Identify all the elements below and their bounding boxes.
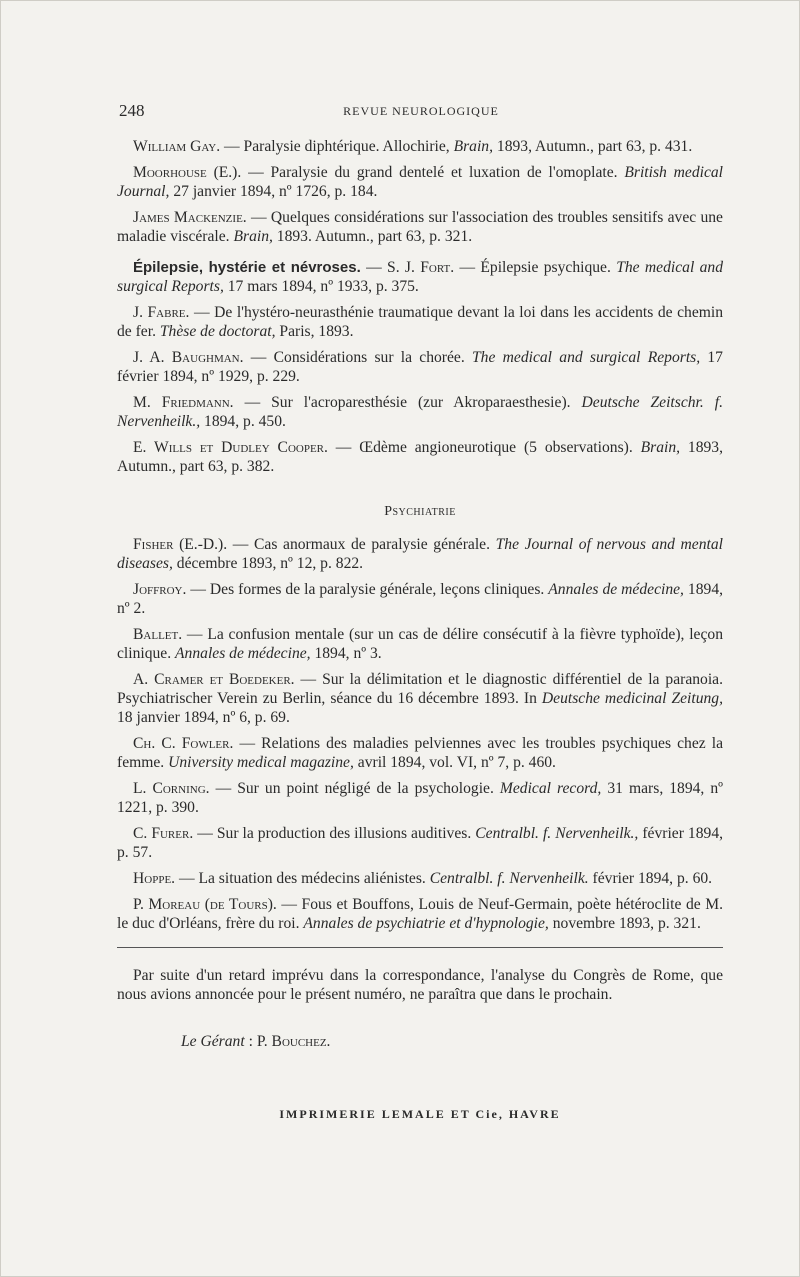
bibliography-entry	[117, 824, 723, 862]
entry-reference: 17 mars 1894, nº 1933, p. 375.	[223, 278, 419, 295]
entry-journal: Thèse de doctorat,	[159, 323, 276, 340]
entry-author: Hoppe.	[133, 870, 176, 887]
entry-author: William Gay.	[133, 138, 221, 155]
entry-author: S. J. Fort.	[387, 259, 455, 276]
entry-journal: Brain,	[453, 138, 493, 155]
bibliography-entry	[117, 535, 723, 573]
bibliography-entry	[117, 438, 723, 476]
entry-reference: février 1894, p. 57.	[117, 825, 724, 861]
gerant-signature	[181, 1032, 723, 1051]
printer-imprint: IMPRIMERIE LEMALE ET Cie, HAVRE	[279, 1107, 561, 1121]
entry-author: Ballet.	[133, 626, 183, 643]
entry-text: — La confusion mentale (sur un cas de délire consécutif à la fièvre typhoïde), leçon clinique.	[117, 626, 723, 662]
entry-reference: 1893, Autumn., part 63, p. 431.	[493, 138, 693, 155]
entry-text: — Cas anormaux de paralysie générale.	[227, 536, 496, 553]
gerant-separator: :	[244, 1033, 257, 1050]
entry-journal: Annales de médecine,	[548, 581, 684, 598]
entry-journal: Brain,	[640, 439, 681, 456]
section-epilepsy: Épilepsie, hystérie et névroses. — S. J. Fort. — Épilepsie psychique. The medical and surgical Reports, 17 mars 1894, nº 1933, p. 375.	[117, 259, 724, 295]
bibliography-entry	[117, 734, 723, 772]
gerant-label: Le Gérant	[181, 1033, 245, 1050]
entry-author: J. A. Baughman.	[133, 349, 244, 366]
editorial-notice: Par suite d'un retard imprévu dans la correspondance, l'analyse du Congrès de Rome, que nous avions annoncée pour le présent numéro, ne paraîtra que dans le prochain.	[117, 967, 723, 1003]
entry-author: P. Moreau (de Tours).	[133, 896, 277, 913]
entry-journal: Annales de médecine,	[175, 645, 311, 662]
section-title: Épilepsie, hystérie et névroses.	[133, 259, 361, 276]
entry-text: — Quelques considérations sur l'association des troubles sensitifs avec une maladie viscérale.	[117, 209, 723, 245]
running-title: REVUE NEUROLOGIQUE	[343, 104, 499, 118]
entry-text: — Sur la production des illusions auditives.	[193, 825, 476, 842]
entry-text: — Sur un point négligé de la psychologie.	[209, 780, 500, 797]
entry-reference: 1893, Autumn., part 63, p. 382.	[117, 439, 723, 475]
page-header	[119, 101, 723, 125]
entry-reference: 1894, nº 2.	[117, 581, 724, 617]
entry-text: — Œdème angioneurotique (5 observations).	[327, 439, 641, 456]
entry-journal: Deutsche Zeitschr. f. Nervenheilk.,	[117, 394, 723, 430]
entry-reference: 1894, p. 450.	[200, 413, 286, 430]
entry-reference: 31 mars, 1894, nº 1221, p. 390.	[117, 780, 724, 816]
entry-text: — Paralysie du grand dentelé et luxation de l'omoplate.	[241, 164, 625, 181]
entry-journal: Brain,	[233, 228, 273, 245]
entry-reference: novembre 1893, p. 321.	[548, 915, 701, 932]
entry-text: — Sur la délimitation et le diagnostic différentiel de la paranoia. Psychiatrischer Verein zu Berlin, séance du 16 décembre 1893. In	[117, 671, 723, 707]
entry-journal: University medical magazine,	[168, 754, 354, 771]
bibliography-entry	[117, 137, 723, 156]
entry-text: — Paralysie diphtérique. Allochirie,	[220, 138, 454, 155]
entry-author: Fisher (E.-D.).	[133, 536, 228, 553]
entry-reference: 1893. Autumn., part 63, p. 321.	[272, 228, 473, 245]
entry-reference: 18 janvier 1894, nº 6, p. 69.	[117, 709, 290, 726]
page-number: 248	[119, 101, 145, 120]
entry-reference: 27 janvier 1894, nº 1726, p. 184.	[169, 183, 378, 200]
divider-rule	[117, 947, 723, 948]
entry-text: — Sur l'acroparesthésie (zur Akroparaesthesie).	[233, 394, 582, 411]
bibliography-entry	[117, 303, 723, 341]
entry-author: Joffroy.	[133, 581, 187, 598]
entry-reference: Paris, 1893.	[275, 323, 354, 340]
bibliography-entry	[117, 779, 723, 817]
entry-text: — Épilepsie psychique.	[454, 259, 617, 276]
entry-journal: Centralbl. f. Nervenheilk.,	[475, 825, 639, 842]
entry-journal: The medical and surgical Reports,	[117, 259, 724, 295]
entry-author: M. Friedmann.	[133, 394, 234, 411]
entry-reference: 1894, nº 3.	[310, 645, 382, 662]
bibliography-entry	[117, 625, 723, 663]
bibliography-content	[117, 137, 723, 1124]
entry-author: J. Fabre.	[133, 304, 190, 321]
entry-text: — La situation des médecins aliénistes.	[175, 870, 430, 887]
entry-author: Ch. C. Fowler.	[133, 735, 234, 752]
entry-author: E. Wills et Dudley Cooper.	[133, 439, 328, 456]
entry-journal: Deutsche medicinal Zeitung,	[541, 690, 723, 707]
bibliography-entry	[117, 869, 723, 888]
entry-author: L. Corning.	[133, 780, 210, 797]
bibliography-entry	[117, 348, 723, 386]
entry-author: James Mackenzie.	[133, 209, 247, 226]
entry-author: A. Cramer et Boedeker.	[133, 671, 295, 688]
entry-text: — De l'hystéro-neurasthénie traumatique devant la loi dans les accidents de chemin de fer.	[117, 304, 723, 340]
bibliography-entry	[117, 580, 723, 618]
entry-journal: British medical Journal,	[117, 164, 723, 200]
section-heading-psychiatrie: Psychiatrie	[384, 504, 456, 519]
entry-reference: avril 1894, vol. VI, nº 7, p. 460.	[353, 754, 556, 771]
entry-text: — Fous et Bouffons, Louis de Neuf-Germain, poète hétéroclite de M. le duc d'Orléans, frère du roi.	[117, 896, 723, 932]
entry-reference: décembre 1893, nº 12, p. 822.	[172, 555, 364, 572]
entry-reference: 17 février 1894, nº 1929, p. 229.	[117, 349, 723, 385]
bibliography-entry	[117, 895, 723, 933]
entry-text: — Des formes de la paralysie générale, leçons cliniques.	[186, 581, 549, 598]
entry-journal: Annales de psychiatrie et d'hypnologie,	[303, 915, 549, 932]
entry-reference: février 1894, p. 60.	[588, 870, 713, 887]
entry-journal: Centralbl. f. Nervenheilk.	[429, 870, 589, 887]
entry-author: Moorhouse (E.).	[133, 164, 242, 181]
bibliography-entry	[117, 670, 723, 727]
entry-author: C. Furer.	[133, 825, 194, 842]
entry-text: — Relations des maladies pelviennes avec les troubles psychiques chez la femme.	[117, 735, 724, 771]
bibliography-entry	[117, 393, 723, 431]
bibliography-entry	[117, 208, 723, 246]
entry-journal: Medical record,	[499, 780, 602, 797]
entry-text: — Considérations sur la chorée.	[243, 349, 472, 366]
entry-journal: The medical and surgical Reports,	[472, 349, 701, 366]
entry-journal: The Journal of nervous and mental diseases,	[117, 536, 723, 572]
gerant-name: P. Bouchez.	[256, 1033, 331, 1050]
bibliography-entry	[117, 163, 723, 201]
